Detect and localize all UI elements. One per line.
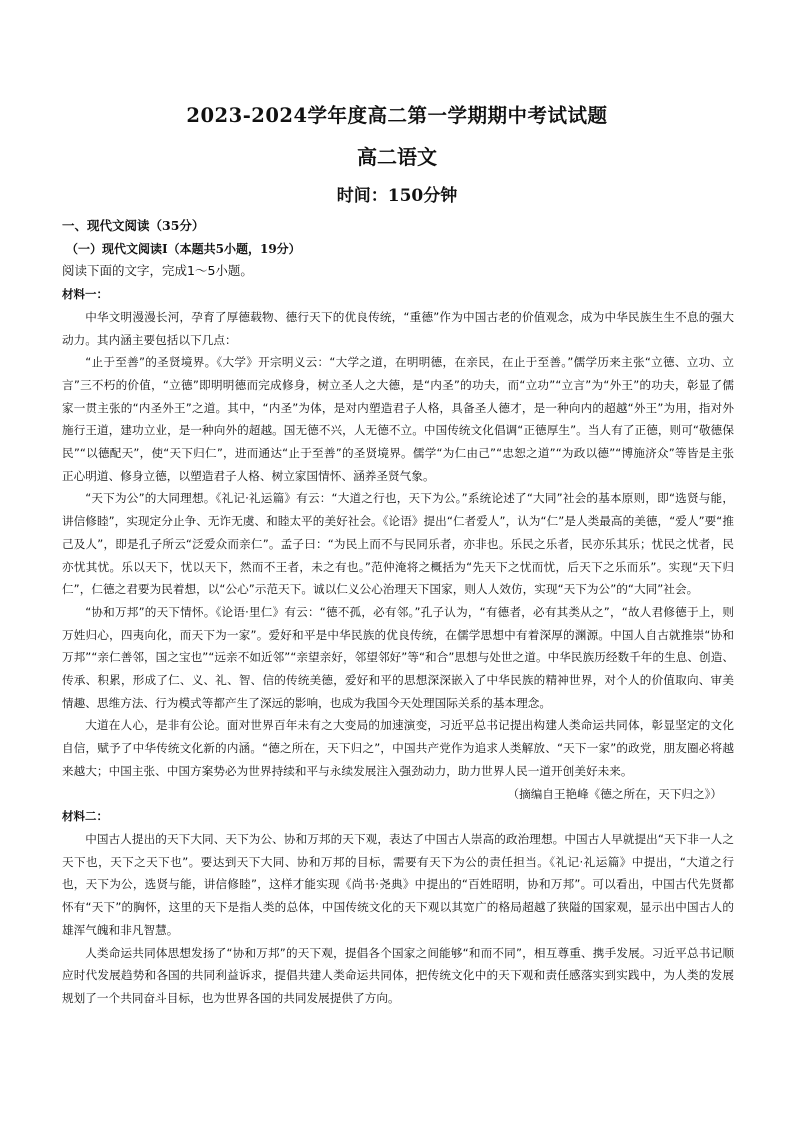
exam-time: 时间：150分钟 [336,186,458,206]
content [62,215,734,1010]
exam-title: 2023-2024学年度高二第一学期期中考试试题 [186,104,608,127]
sub-section-heading: （一）现代文阅读Ⅰ（本题共5小题，19分） [66,241,301,256]
material-1-paragraph: 中华文明漫漫长河，孕育了厚德载物、德行天下的优良传统，“重德”作为中国古老的价值观念，成为中华民族生生不息的强大动力。其内涵主要包括以下几点： [62,309,734,347]
material-1-paragraph: “止于至善”的圣贤境界。《大学》开宗明义云：“大学之道，在明明德，在亲民，在止于至善。”儒学历来主张“立德、立功、立言”三不朽的价值，“立德”即明明德而完成修身，树立圣人之大德，是“内圣”的功夫，而“立功”“立言”为“外王”的功夫，彰显了儒家一贯主张的“内圣外王”之道。其中，“内圣”为体，是对内塑造君子人格，具备圣人德才，是一种向内的超越“外王”为用，指对外施行王道，建功立业，是一种向外的超越。国无德不兴，人无德不立。中国传统文化倡调“正德厚生”。当人有了正德，则可“敬德保民”“以德配天”，使“天下归仁”，进而通达“止于至善”的圣贤境界。儒学“为仁由己”“忠恕之道”“为政以德”“博施济众”等皆是主张正心明道、修身立德，以塑造君子人格、树立家国情怀、涵养圣贤气象。 [62,355,734,483]
section-heading: 一、现代文阅读（35分） [62,218,205,233]
material-1-source: （摘编自王艳峰《德之所在，天下归之》） [507,786,722,801]
material-2-paragraph: 中国古人提出的天下大同、天下为公、协和万邦的天下观，表达了中国古人崇高的政治理想。中国古人早就提出“天下非一人之天下也，天下之天下也”。要达到天下大同、协和万邦的目标，需要有天下为公的责任担当。《礼记·礼运篇》中提出，“大道之行也，天下为公，选贤与能，讲信修睦”，这样才能实现《尚书·尧典》中提出的“百姓昭明，协和万邦”。可以看出，中国古代先贤都怀有“天下”的胸怀，这里的天下是指人类的总体，中国传统文化的天下观以其宽广的格局超越了狭隘的国家观，显示出中国古人的雄浑气魄和非凡智慧。 [62,831,734,937]
subject-title: 高二语文 [357,145,437,169]
material-1-paragraph: “协和万邦”的天下情怀。《论语·里仁》有云：“德不孤，必有邻。”孔子认为，“有德者，必有其类从之”，“故人君修德于上，则万姓归心，四夷向化，而天下为一家”。爱好和平是中华民族的优良传统，在儒学思想中有着深厚的渊源。中国人自古就推崇“协和万邦”“亲仁善邻，国之宝也”“远亲不如近邻”“亲望亲好，邻望邻好”等“和合”思想与处世之道。中华民族历经数千年的生息、创造、传承、积累，形成了仁、义、礼、智、信的传统美德，爱好和平的思想深深嵌入了中华民族的精神世界，对个人的价值取向、审美情趣、思维方法、行为模式等都产生了深远的影响，也成为我国今天处理国际关系的基本理念。 [62,604,734,710]
material-1-label: 材料一： [62,287,108,302]
reading-instruction: 阅读下面的文字，完成1～5小题。 [62,263,253,279]
material-1-paragraph: 大道在人心，是非有公论。面对世界百年未有之大变局的加速演变，习近平总书记提出构建人类命运共同体，彰显坚定的文化自信，赋予了中华传统文化新的内涵。“德之所在，天下归之”，中国共产党作为追求人类解放、“天下一家”的政党，朋友圈必将越来越大；中国主张、中国方案势必为世界持续和平与永续发展注入强劲动力，助力世界人民一道开创美好未来。 [62,718,734,778]
material-1-paragraph: “天下为公”的大同理想。《礼记·礼运篇》有云：“大道之行也，天下为公。”系统论述了“大同”社会的基本原则，即“选贤与能，讲信修睦”，实现定分止争、无诈无虞、和睦太平的美好社会。《论语》提出“仁者爱人”，认为“仁”是人类最高的美德，“爱人”要“推己及人”，即是孔子所云“泛爱众而亲仁”。孟子曰：“为民上而不与民同乐者，亦非也。乐民之乐者，民亦乐其乐；忧民之忧者，民亦忧其忧。乐以天下，忧以天下，然而不王者，未之有也。”范仲淹将之概括为“先天下之忧而忧，后天下之乐而乐”。实现“天下归仁”，仁德之君要为民着想，以“公心”示范天下。诚以仁义公心治理天下国家，则人人效仿，实现“天下为公”的“大同”社会。 [62,491,734,597]
material-2-label: 材料二： [62,809,108,824]
material-2-paragraph: 人类命运共同体思想发扬了“协和万邦”的天下观，提倡各个国家之间能够“和而不同”，相互尊重、携手发展。习近平总书记顺应时代发展趋势和各国的共同利益诉求，提倡共建人类命运共同体，把传统文化中的天下观和责任感落实到实践中，为人类的发展规划了一个共同奋斗目标，也为世界各国的共同发展提供了方向。 [62,945,734,1005]
